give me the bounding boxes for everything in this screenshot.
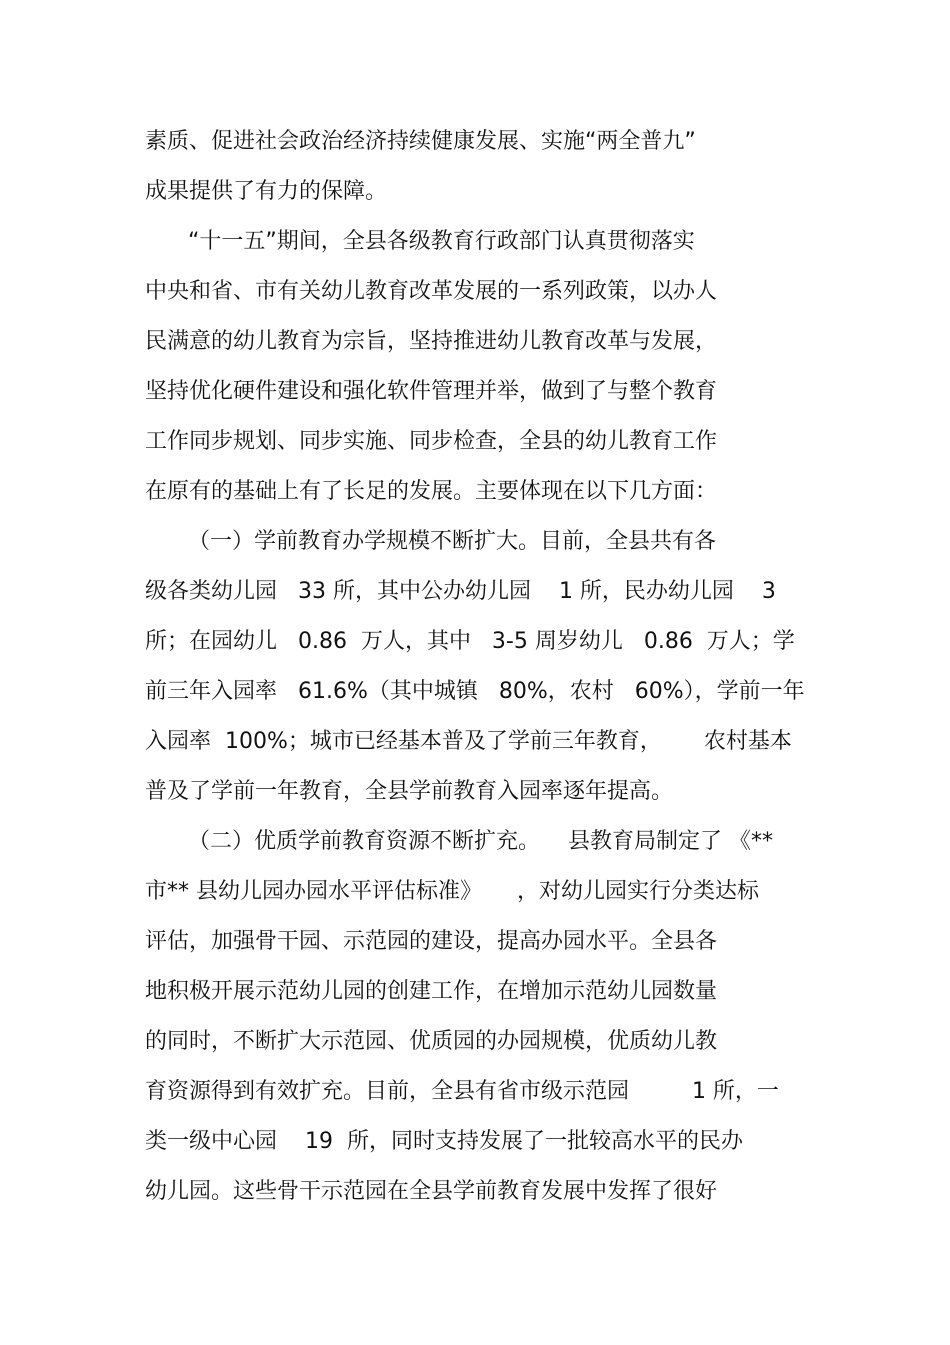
text-line: 育资源得到有效扩充。目前，全县有省市级示范园 1 所，一 [145,1079,779,1104]
paragraph-start-line: “十一五”期间，全县各级教育行政部门认真贯彻落实 [188,229,695,254]
text-line: 地积极开展示范幼儿园的创建工作，在增加示范幼儿园数量 [145,979,718,1004]
text-line: 幼儿园。这些骨干示范园在全县学前教育发展中发挥了很好 [145,1179,718,1204]
text-line: 普及了学前一年教育，全县学前教育入园率逐年提高。 [145,779,674,804]
text-line: 中央和省、市有关幼儿教育改革发展的一系列政策，以办人 [145,279,718,304]
text-line: 级各类幼儿园 33 所，其中公办幼儿园 1 所，民办幼儿园 3 [145,579,776,604]
text-line: 类一级中心园 19 所，同时支持发展了一批较高水平的民办 [145,1129,743,1154]
paragraph-start-line: （二）优质学前教育资源不断扩充。 县教育局制定了 《** [188,829,773,854]
paragraph-start-line: （一）学前教育办学规模不断扩大。目前，全县共有各 [188,529,717,554]
text-line: 入园率 100%；城市已经基本普及了学前三年教育， 农村基本 [145,729,792,754]
text-line: 市** 县幼儿园办园水平评估标准》 ，对幼儿园实行分类达标 [145,879,759,904]
text-line: 的同时，不断扩大示范园、优质园的办园规模，优质幼儿教 [145,1029,718,1054]
text-line: 成果提供了有力的保障。 [145,179,388,204]
text-line: 民满意的幼儿教育为宗旨，坚持推进幼儿教育改革与发展， [145,329,718,354]
text-line: 坚持优化硬件建设和强化软件管理并举，做到了与整个教育 [145,379,718,404]
text-line: 素质、促进社会政治经济持续健康发展、实施“两全普九” [145,129,696,154]
text-line: 工作同步规划、同步实施、同步检查，全县的幼儿教育工作 [145,429,718,454]
text-line: 所；在园幼儿 0.86 万人，其中 3-5 周岁幼儿 0.86 万人；学 [145,629,795,654]
text-line: 评估，加强骨干园、示范园的建设，提高办园水平。全县各 [145,929,718,954]
text-line: 前三年入园率 61.6%（其中城镇 80%，农村 60%），学前一年 [145,679,805,704]
text-line: 在原有的基础上有了长足的发展。主要体现在以下几方面： [145,479,718,504]
